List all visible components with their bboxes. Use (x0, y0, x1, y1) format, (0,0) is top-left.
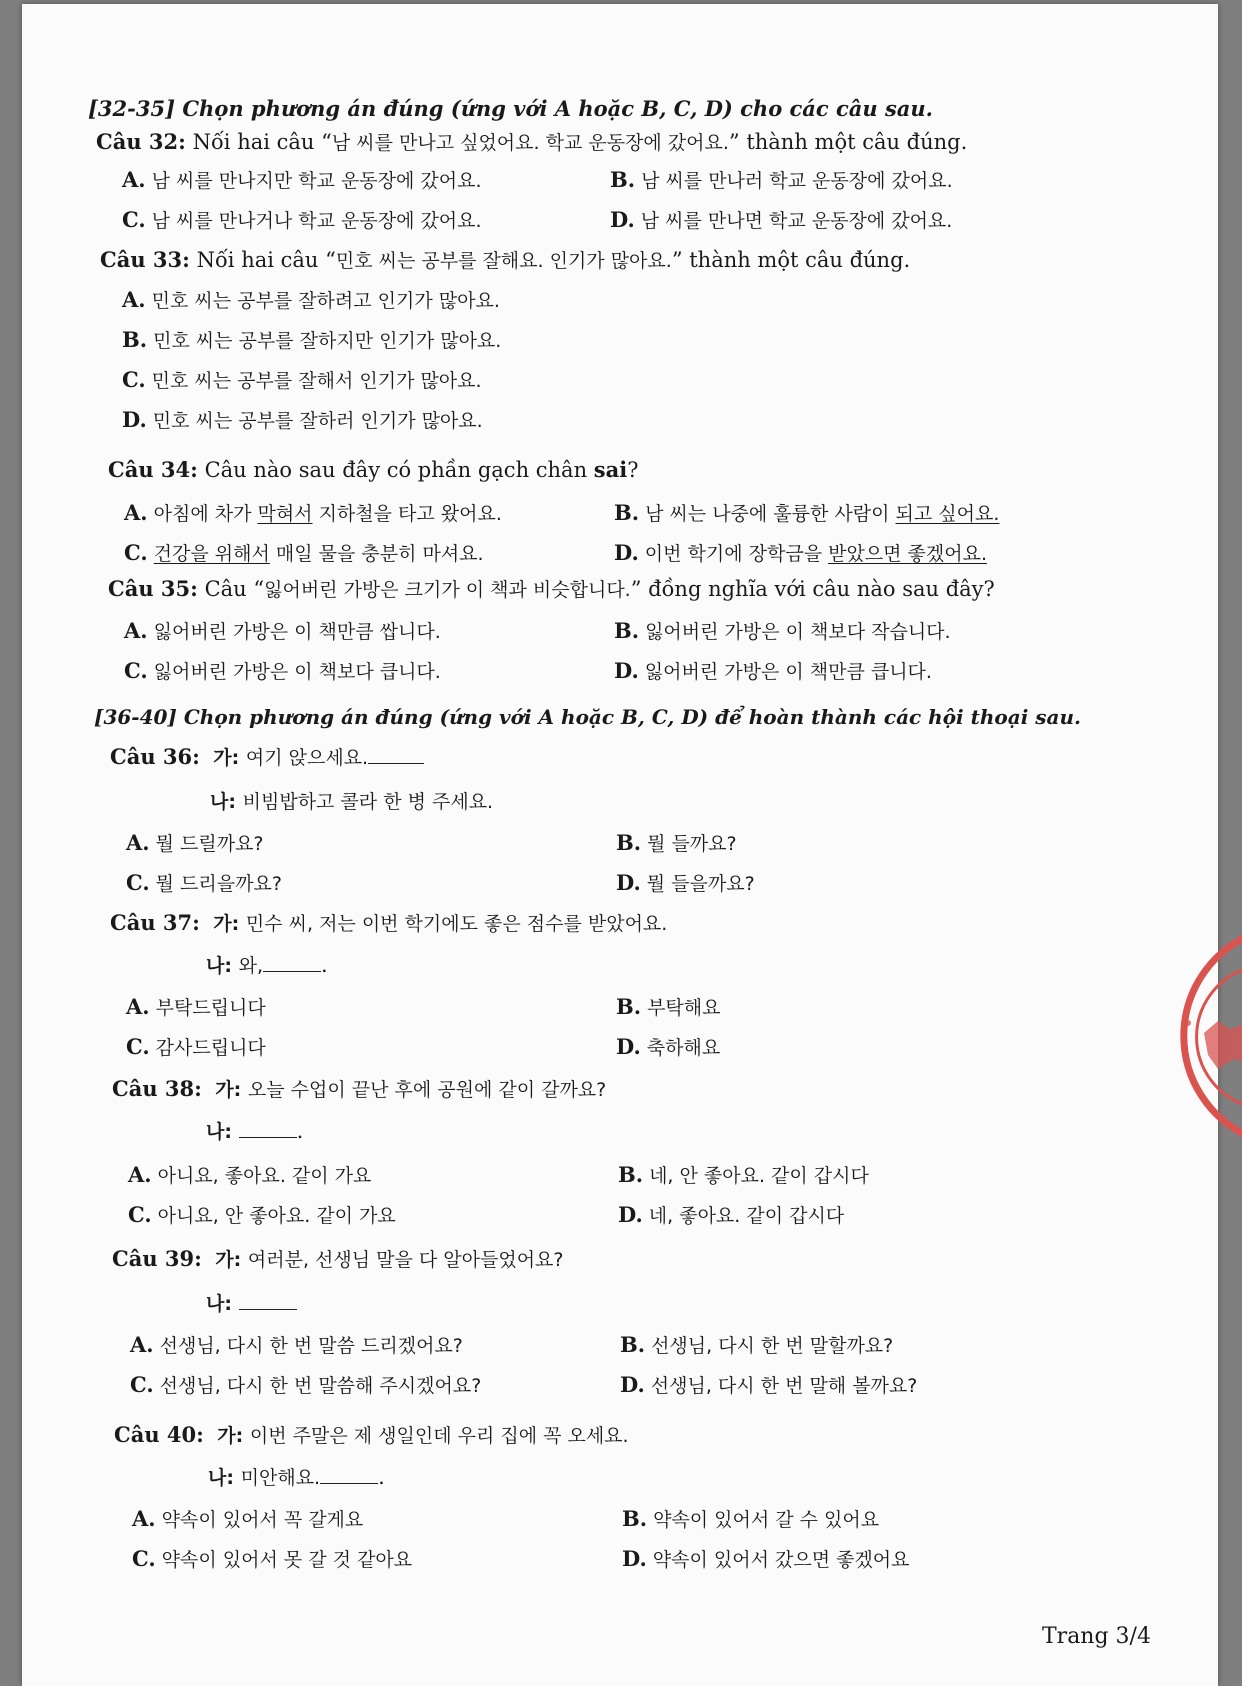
speaker-ga: 가: (215, 1249, 242, 1271)
option-letter: A. (122, 287, 146, 312)
question-mark: ? (627, 458, 639, 482)
question-label: Câu 32: (96, 129, 186, 154)
option-letter: D. (616, 1034, 641, 1059)
option-letter: C. (126, 1034, 150, 1059)
option-letter: B. (610, 167, 636, 192)
question-text: ” thành một câu đúng. (728, 130, 968, 154)
option-text: 민호 씨는 공부를 잘하지만 인기가 많아요. (153, 330, 502, 352)
option-33-c[interactable] (122, 367, 482, 394)
option-32-b[interactable] (610, 167, 953, 194)
red-seal-stamp (1158, 928, 1242, 1143)
option-letter: D. (616, 870, 641, 895)
answer-blank (239, 1119, 297, 1138)
dialogue-line: 이번 주말은 제 생일인데 우리 집에 꼭 오세요. (249, 1425, 629, 1447)
option-letter: A. (126, 830, 150, 855)
speaker-na: 나: (208, 1467, 234, 1489)
dialogue-line: 민수 씨, 저는 이번 학기에도 좋은 점수를 받았어요. (245, 913, 668, 935)
option-text: 잃어버린 가방은 이 책만큼 쌉니다. (153, 621, 441, 643)
option-text: 선생님, 다시 한 번 말씀 드리겠어요? (159, 1335, 463, 1357)
question-label: Câu 37: (110, 910, 200, 935)
dialogue-line: 여기 앉으세요. (245, 747, 369, 769)
option-letter: C. (128, 1202, 152, 1227)
option-text: 남 씨를 만나거나 학교 운동장에 갔어요. (151, 210, 482, 232)
speaker-na: 나: (206, 1121, 232, 1143)
korean-text: 민호 씨는 공부를 잘해요. 인기가 많아요. (335, 250, 672, 272)
option-36-d[interactable] (616, 870, 755, 897)
speaker-ga: 가: (215, 1079, 242, 1101)
question-label: Câu 35: (108, 576, 198, 601)
question-text: Câu nào sau đây có phần gạch chân (204, 458, 594, 482)
option-36-a[interactable] (126, 830, 264, 857)
option-39-d[interactable] (620, 1372, 917, 1399)
exam-page (22, 4, 1218, 1686)
option-39-a[interactable] (130, 1332, 463, 1359)
option-text: 민호 씨는 공부를 잘하러 인기가 많아요. (152, 410, 483, 432)
option-text: 민호 씨는 공부를 잘하려고 인기가 많아요. (151, 290, 500, 312)
option-33-b[interactable] (122, 327, 501, 354)
option-letter: C. (124, 540, 148, 565)
underlined-text: 되고 싶어요. (895, 503, 1000, 525)
option-letter: B. (616, 830, 642, 855)
option-40-c[interactable] (132, 1546, 412, 1573)
question-40 (114, 1422, 629, 1449)
speaker-na: 나: (206, 1293, 232, 1315)
answer-blank (320, 1465, 378, 1484)
option-letter: D. (122, 407, 147, 432)
option-text: 남 씨를 만나러 학교 운동장에 갔어요. (641, 170, 953, 192)
option-letter: A. (130, 1332, 154, 1357)
option-38-d[interactable] (618, 1202, 844, 1229)
option-40-b[interactable] (622, 1506, 879, 1533)
option-text: 잃어버린 가방은 이 책보다 작습니다. (645, 621, 951, 643)
option-38-b[interactable] (618, 1162, 869, 1189)
option-36-b[interactable] (616, 830, 737, 857)
dialogue-38-na: 나: . (206, 1119, 304, 1143)
option-letter: B. (614, 500, 640, 525)
option-35-b[interactable] (614, 618, 951, 645)
option-text: 부탁해요 (647, 997, 721, 1019)
option-letter: C. (130, 1372, 154, 1397)
option-37-d[interactable] (616, 1034, 720, 1061)
option-34-d[interactable] (614, 540, 987, 567)
option-letter: C. (132, 1546, 156, 1571)
question-label: Câu 33: (100, 247, 190, 272)
question-text: Nối hai câu “ (196, 248, 336, 272)
option-37-c[interactable] (126, 1034, 266, 1061)
dialogue-line: 비빔밥하고 콜라 한 병 주세요. (242, 791, 494, 813)
option-40-a[interactable] (132, 1506, 363, 1533)
option-text: 선생님, 다시 한 번 말할까요? (651, 1335, 894, 1357)
option-39-c[interactable] (130, 1372, 481, 1399)
question-label: Câu 40: (114, 1422, 204, 1447)
dialogue-line: 여러분, 선생님 말을 다 알아들었어요? (247, 1249, 564, 1271)
question-33 (100, 247, 910, 274)
speaker-na: 나: (206, 955, 232, 977)
option-letter: C. (124, 658, 148, 683)
dialogue-37-na: 나: 와, . (206, 953, 328, 977)
option-text: 민호 씨는 공부를 잘해서 인기가 많아요. (151, 370, 482, 392)
dialogue-39-na (206, 1290, 297, 1317)
question-38 (112, 1076, 606, 1103)
option-letter: D. (622, 1546, 647, 1571)
speaker-ga: 가: (217, 1425, 244, 1447)
option-letter: A. (124, 618, 148, 643)
answer-blank (263, 953, 321, 972)
option-letter: D. (610, 207, 635, 232)
question-37 (110, 910, 667, 937)
question-39 (112, 1246, 563, 1273)
question-text: ” đồng nghĩa với câu nào sau đây? (630, 577, 995, 601)
option-text: 축하해요 (646, 1037, 721, 1059)
option-37-b[interactable] (616, 994, 720, 1021)
option-text: 감사드립니다 (155, 1037, 266, 1059)
option-text: 약속이 있어서 갈 수 있어요 (653, 1509, 880, 1531)
option-letter: A. (122, 167, 146, 192)
page-number: Trang 3/4 (1042, 1624, 1151, 1649)
option-32-d[interactable] (610, 207, 952, 234)
option-text: 잃어버린 가방은 이 책보다 큽니다. (153, 661, 441, 683)
question-34 (108, 457, 638, 483)
option-letter: B. (614, 618, 640, 643)
option-text: 선생님, 다시 한 번 말씀해 주시겠어요? (159, 1375, 482, 1397)
option-text: 아니요, 좋아요. 같이 가요 (157, 1165, 372, 1187)
underlined-text: 막혀서 (257, 503, 313, 525)
option-text: 약속이 있어서 갔으면 좋겠어요 (652, 1549, 910, 1571)
question-label: Câu 38: (112, 1076, 202, 1101)
option-text: 뭘 드리을까요? (155, 873, 282, 895)
question-label: Câu 36: (110, 744, 200, 769)
underlined-text: 건강을 위해서 (153, 543, 270, 565)
option-text: 뭘 들을까요? (646, 873, 755, 895)
dialogue-40-na: 나: 미안해요. . (208, 1465, 385, 1489)
option-letter: B. (618, 1162, 644, 1187)
question-text: Nối hai câu “ (192, 130, 332, 154)
option-letter: D. (618, 1202, 643, 1227)
option-letter: B. (616, 994, 642, 1019)
option-text: 잃어버린 가방은 이 책만큼 큽니다. (644, 661, 932, 683)
option-letter: C. (122, 207, 146, 232)
option-letter: D. (614, 540, 639, 565)
option-letter: C. (122, 367, 146, 392)
question-text: Câu “ (204, 577, 265, 601)
option-text: 아니요, 안 좋아요. 같이 가요 (157, 1205, 396, 1227)
option-letter: B. (122, 327, 148, 352)
option-33-a[interactable] (122, 287, 500, 314)
option-text: 뭘 들까요? (647, 833, 737, 855)
option-text: 지하철을 타고 왔어요. (312, 503, 502, 525)
option-text: 남 씨를 만나면 학교 운동장에 갔어요. (640, 210, 953, 232)
question-32 (96, 129, 967, 156)
question-35 (108, 576, 995, 603)
question-36 (110, 744, 424, 771)
option-39-b[interactable] (620, 1332, 893, 1359)
option-letter: D. (620, 1372, 645, 1397)
section-title-36-40: [36-40] Chọn phương án đúng (ứng với A hoặc B, C, D) để hoàn thành các hội thoại sau. (94, 705, 1081, 729)
option-letter: A. (132, 1506, 156, 1531)
speaker-na: 나: (210, 791, 236, 813)
option-37-a[interactable] (126, 994, 266, 1021)
question-label: Câu 34: (108, 457, 198, 482)
question-text: ” thành một câu đúng. (671, 248, 911, 272)
option-34-a[interactable] (124, 500, 502, 527)
option-text: 약속이 있어서 꼭 갈게요 (161, 1509, 364, 1531)
option-35-c[interactable] (124, 658, 441, 685)
option-text: 매일 물을 충분히 마셔요. (269, 543, 484, 565)
option-34-b[interactable] (614, 500, 999, 527)
option-35-d[interactable] (614, 658, 932, 685)
option-letter: B. (622, 1506, 648, 1531)
dialogue-line: 미안해요. (240, 1467, 321, 1489)
option-text: 남 씨를 만나지만 학교 운동장에 갔어요. (151, 170, 482, 192)
option-letter: A. (124, 500, 148, 525)
dialogue-line: 와, (238, 955, 264, 977)
dialogue-36-na (210, 788, 493, 815)
option-letter: B. (620, 1332, 646, 1357)
option-35-a[interactable] (124, 618, 441, 645)
option-text: 선생님, 다시 한 번 말해 볼까요? (650, 1375, 918, 1397)
bold-word: sai (593, 457, 628, 482)
option-36-c[interactable] (126, 870, 282, 897)
option-text: 아침에 차가 (153, 503, 258, 525)
option-letter: A. (128, 1162, 152, 1187)
option-text: 뭘 드릴까요? (155, 833, 264, 855)
option-40-d[interactable] (622, 1546, 910, 1573)
underlined-text: 받았으면 좋겠어요. (828, 543, 988, 565)
option-text: 남 씨는 나중에 훌륭한 사람이 (645, 503, 896, 525)
option-text: 네, 좋아요. 같이 갑시다 (648, 1205, 845, 1227)
option-text: 약속이 있어서 못 갈 것 같아요 (161, 1549, 413, 1571)
section-title-32-35: [32-35] Chọn phương án đúng (ứng với A hoặc B, C, D) cho các câu sau. (88, 96, 933, 121)
speaker-ga: 가: (213, 913, 240, 935)
option-34-c[interactable] (124, 540, 484, 567)
option-33-d[interactable] (122, 407, 483, 434)
option-38-c[interactable] (128, 1202, 396, 1229)
speaker-ga: 가: (213, 747, 240, 769)
option-text: 네, 안 좋아요. 같이 갑시다 (649, 1165, 869, 1187)
option-38-a[interactable] (128, 1162, 371, 1189)
option-letter: A. (126, 994, 150, 1019)
dialogue-line: 오늘 수업이 끝난 후에 공원에 같이 갈까요? (247, 1079, 607, 1101)
option-text: 이번 학기에 장학금을 (644, 543, 829, 565)
answer-blank (368, 745, 424, 764)
option-32-c[interactable] (122, 207, 482, 234)
option-letter: D. (614, 658, 639, 683)
korean-text: 잃어버린 가방은 크기가 이 책과 비슷합니다. (264, 579, 631, 601)
option-letter: C. (126, 870, 150, 895)
option-32-a[interactable] (122, 167, 482, 194)
korean-text: 남 씨를 만나고 싶었어요. 학교 운동장에 갔어요. (331, 132, 729, 154)
option-text: 부탁드립니다 (155, 997, 266, 1019)
answer-blank (239, 1291, 297, 1310)
question-label: Câu 39: (112, 1246, 202, 1271)
